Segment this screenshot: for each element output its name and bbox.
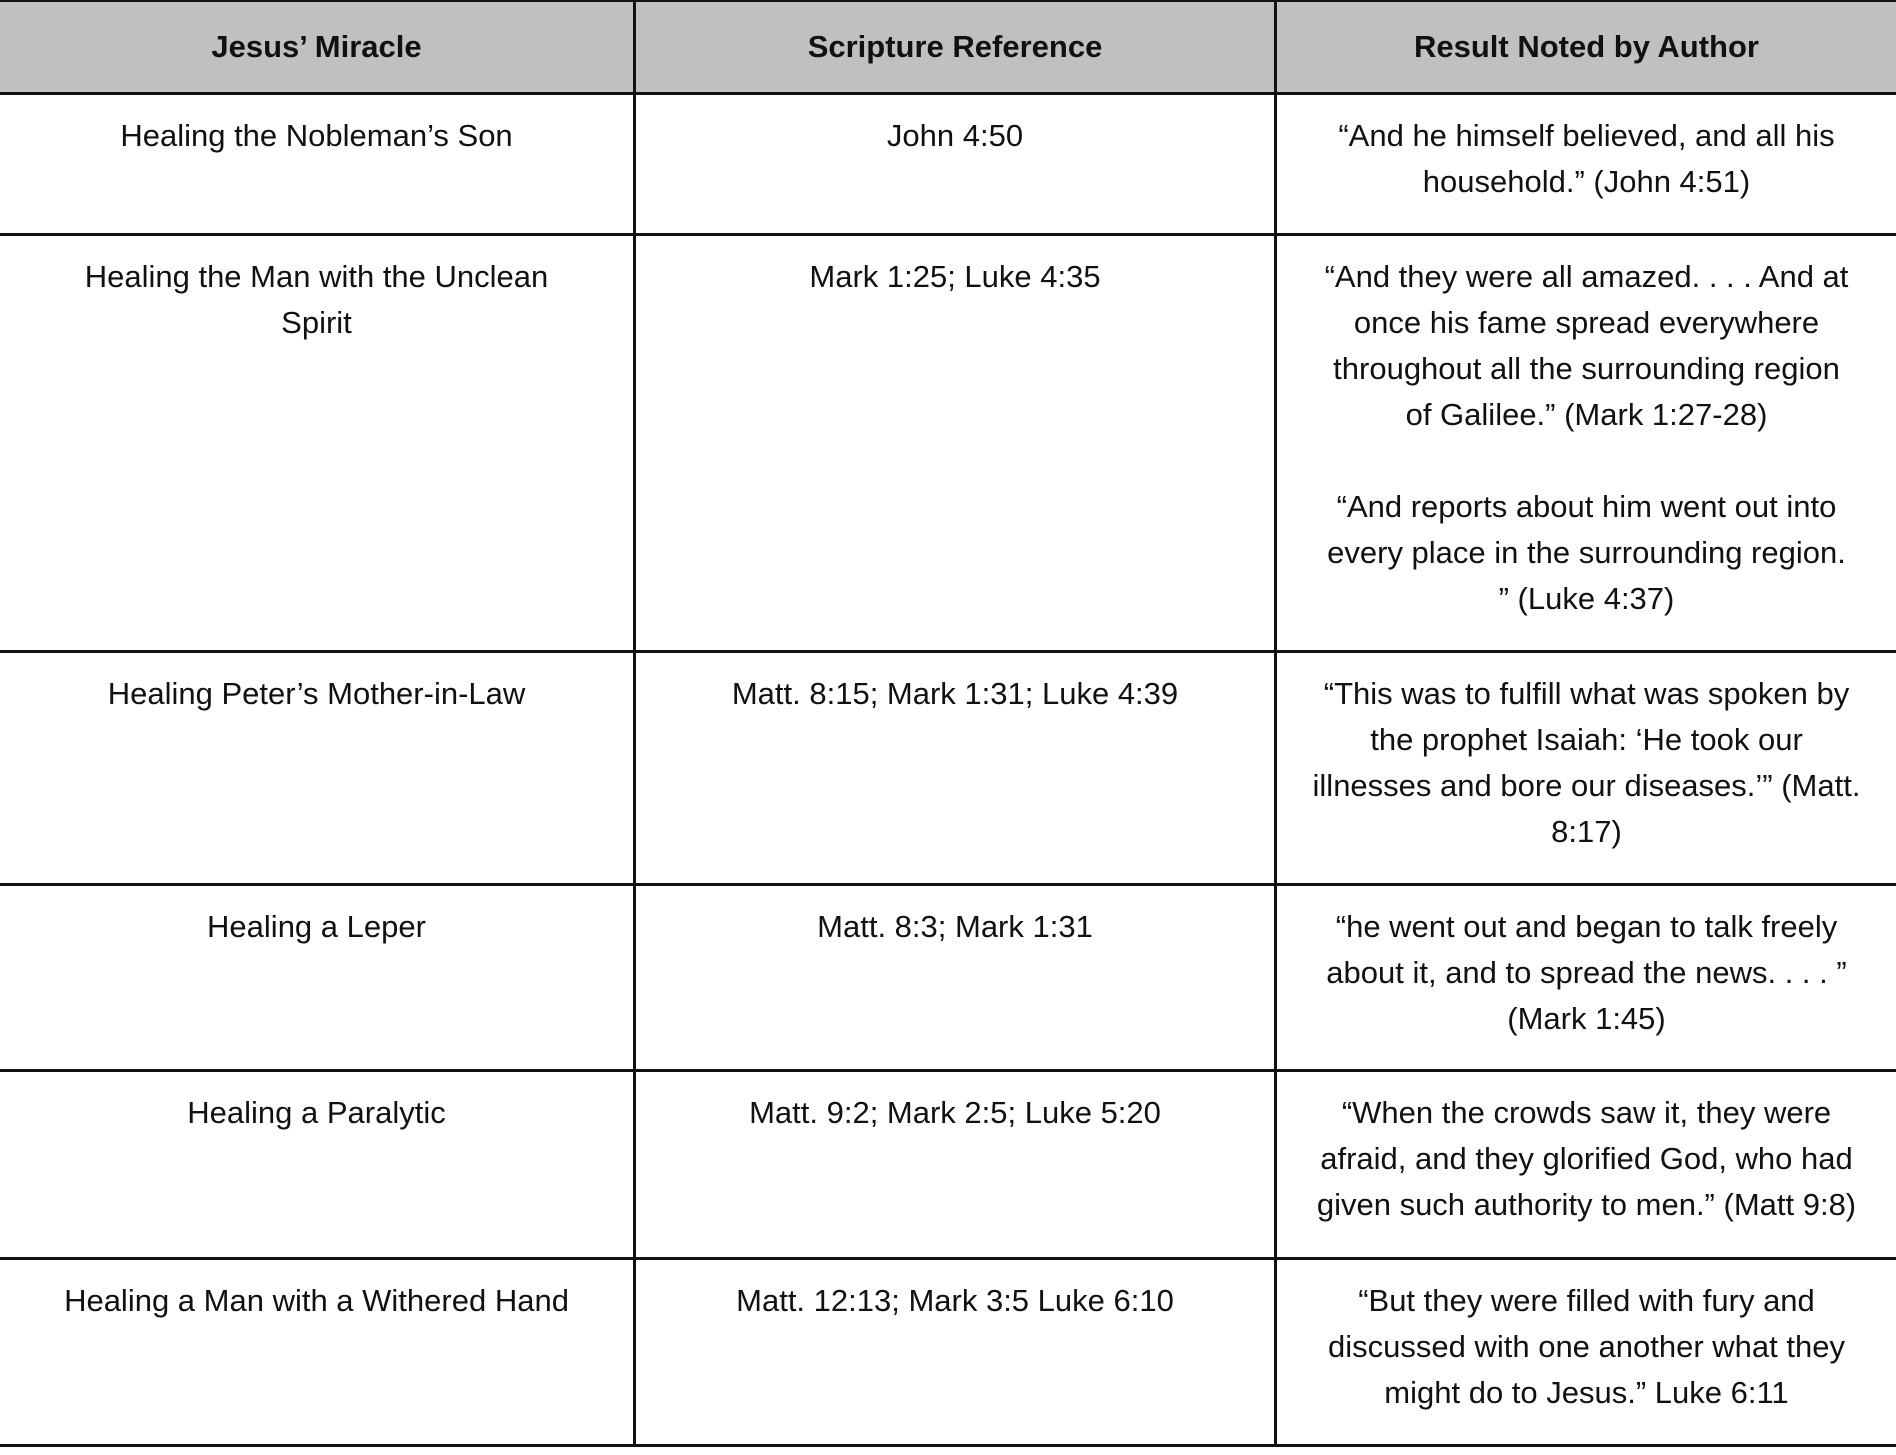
miracle-cell [0, 653, 636, 883]
table-row [0, 1072, 1896, 1260]
cell-text-line: John 4:50 [886, 118, 1024, 153]
cell-text-line: (Mark 1:45) [1507, 1001, 1666, 1036]
cell-text-line: discussed with one another what they [1328, 1329, 1845, 1364]
cell-text-line: throughout all the surrounding region [1333, 351, 1840, 386]
cell-text-line: household.” (John 4:51) [1422, 164, 1751, 199]
cell-text-line: the prophet Isaiah: ‘He took our [1370, 722, 1803, 757]
cell-text-line: “But they were filled with fury and [1358, 1283, 1815, 1318]
cell-text-line: Matt. 8:3; Mark 1:31 [817, 909, 1093, 944]
header-label: Result Noted by Author [1413, 29, 1759, 64]
table-row [0, 1260, 1896, 1447]
cell-text-line: ” (Luke 4:37) [1498, 581, 1675, 616]
cell-text-line: “This was to fulfill what was spoken by [1323, 676, 1850, 711]
cell-text-line: Mark 1:25; Luke 4:35 [809, 259, 1101, 294]
cell-text-line: “And reports about him went out into [1336, 489, 1837, 524]
cell-text-line: Matt. 8:15; Mark 1:31; Luke 4:39 [731, 676, 1179, 711]
header-jesus-miracle [0, 2, 636, 92]
cell-text-line: Matt. 9:2; Mark 2:5; Luke 5:20 [749, 1095, 1161, 1130]
cell-text-line: 8:17) [1551, 814, 1622, 849]
miracle-cell [0, 1072, 636, 1257]
cell-text-line: “And they were all amazed. . . . And at [1324, 259, 1849, 294]
table-row [0, 236, 1896, 653]
header-scripture-reference [636, 2, 1277, 92]
cell-text-line: afraid, and they glorified God, who had [1320, 1141, 1853, 1176]
reference-cell [636, 236, 1277, 650]
reference-cell [636, 1072, 1277, 1257]
cell-text-line: Spirit [281, 305, 352, 340]
header-label: Jesus’ Miracle [211, 29, 422, 64]
cell-text-line: Healing a Man with a Withered Hand [64, 1283, 569, 1318]
reference-cell [636, 653, 1277, 883]
cell-text-line: “When the crowds saw it, they were [1341, 1095, 1832, 1130]
miracle-cell [0, 95, 636, 233]
result-cell [1277, 95, 1896, 233]
cell-text-line: about it, and to spread the news. . . . ” [1326, 955, 1847, 990]
cell-text-line: Healing the Man with the Unclean [84, 259, 549, 294]
cell-text-line: Healing a Leper [207, 909, 426, 944]
cell-text-line: every place in the surrounding region. [1327, 535, 1846, 570]
table-row [0, 95, 1896, 236]
header-label: Scripture Reference [807, 29, 1103, 64]
result-cell [1277, 653, 1896, 883]
miracle-cell [0, 1260, 636, 1444]
cell-text-line: illnesses and bore our diseases.’” (Matt. [1312, 768, 1861, 803]
result-cell [1277, 1072, 1896, 1257]
cell-text-line: Healing a Paralytic [187, 1095, 446, 1130]
table-row [0, 653, 1896, 886]
cell-text-line: “And he himself believed, and all his [1338, 118, 1835, 153]
cell-text-line: Healing the Nobleman’s Son [120, 118, 513, 153]
cell-text-line: once his fame spread everywhere [1353, 305, 1820, 340]
cell-text-line: Healing Peter’s Mother-in-Law [107, 676, 526, 711]
paragraph-gap [1277, 438, 1896, 484]
table-header-row [0, 0, 1896, 95]
reference-cell [636, 1260, 1277, 1444]
result-cell [1277, 886, 1896, 1069]
header-result-noted [1277, 2, 1896, 92]
result-cell [1277, 236, 1896, 650]
reference-cell [636, 95, 1277, 233]
reference-cell [636, 886, 1277, 1069]
table-row [0, 886, 1896, 1072]
cell-text-line: might do to Jesus.” Luke 6:11 [1384, 1375, 1789, 1410]
cell-text-line: of Galilee.” (Mark 1:27-28) [1405, 397, 1768, 432]
result-cell [1277, 1260, 1896, 1444]
miracle-cell [0, 886, 636, 1069]
cell-text-line: Matt. 12:13; Mark 3:5 Luke 6:10 [736, 1283, 1174, 1318]
miracle-cell [0, 236, 636, 650]
cell-text-line: given such authority to men.” (Matt 9:8) [1316, 1187, 1857, 1222]
cell-text-line: “he went out and began to talk freely [1335, 909, 1838, 944]
